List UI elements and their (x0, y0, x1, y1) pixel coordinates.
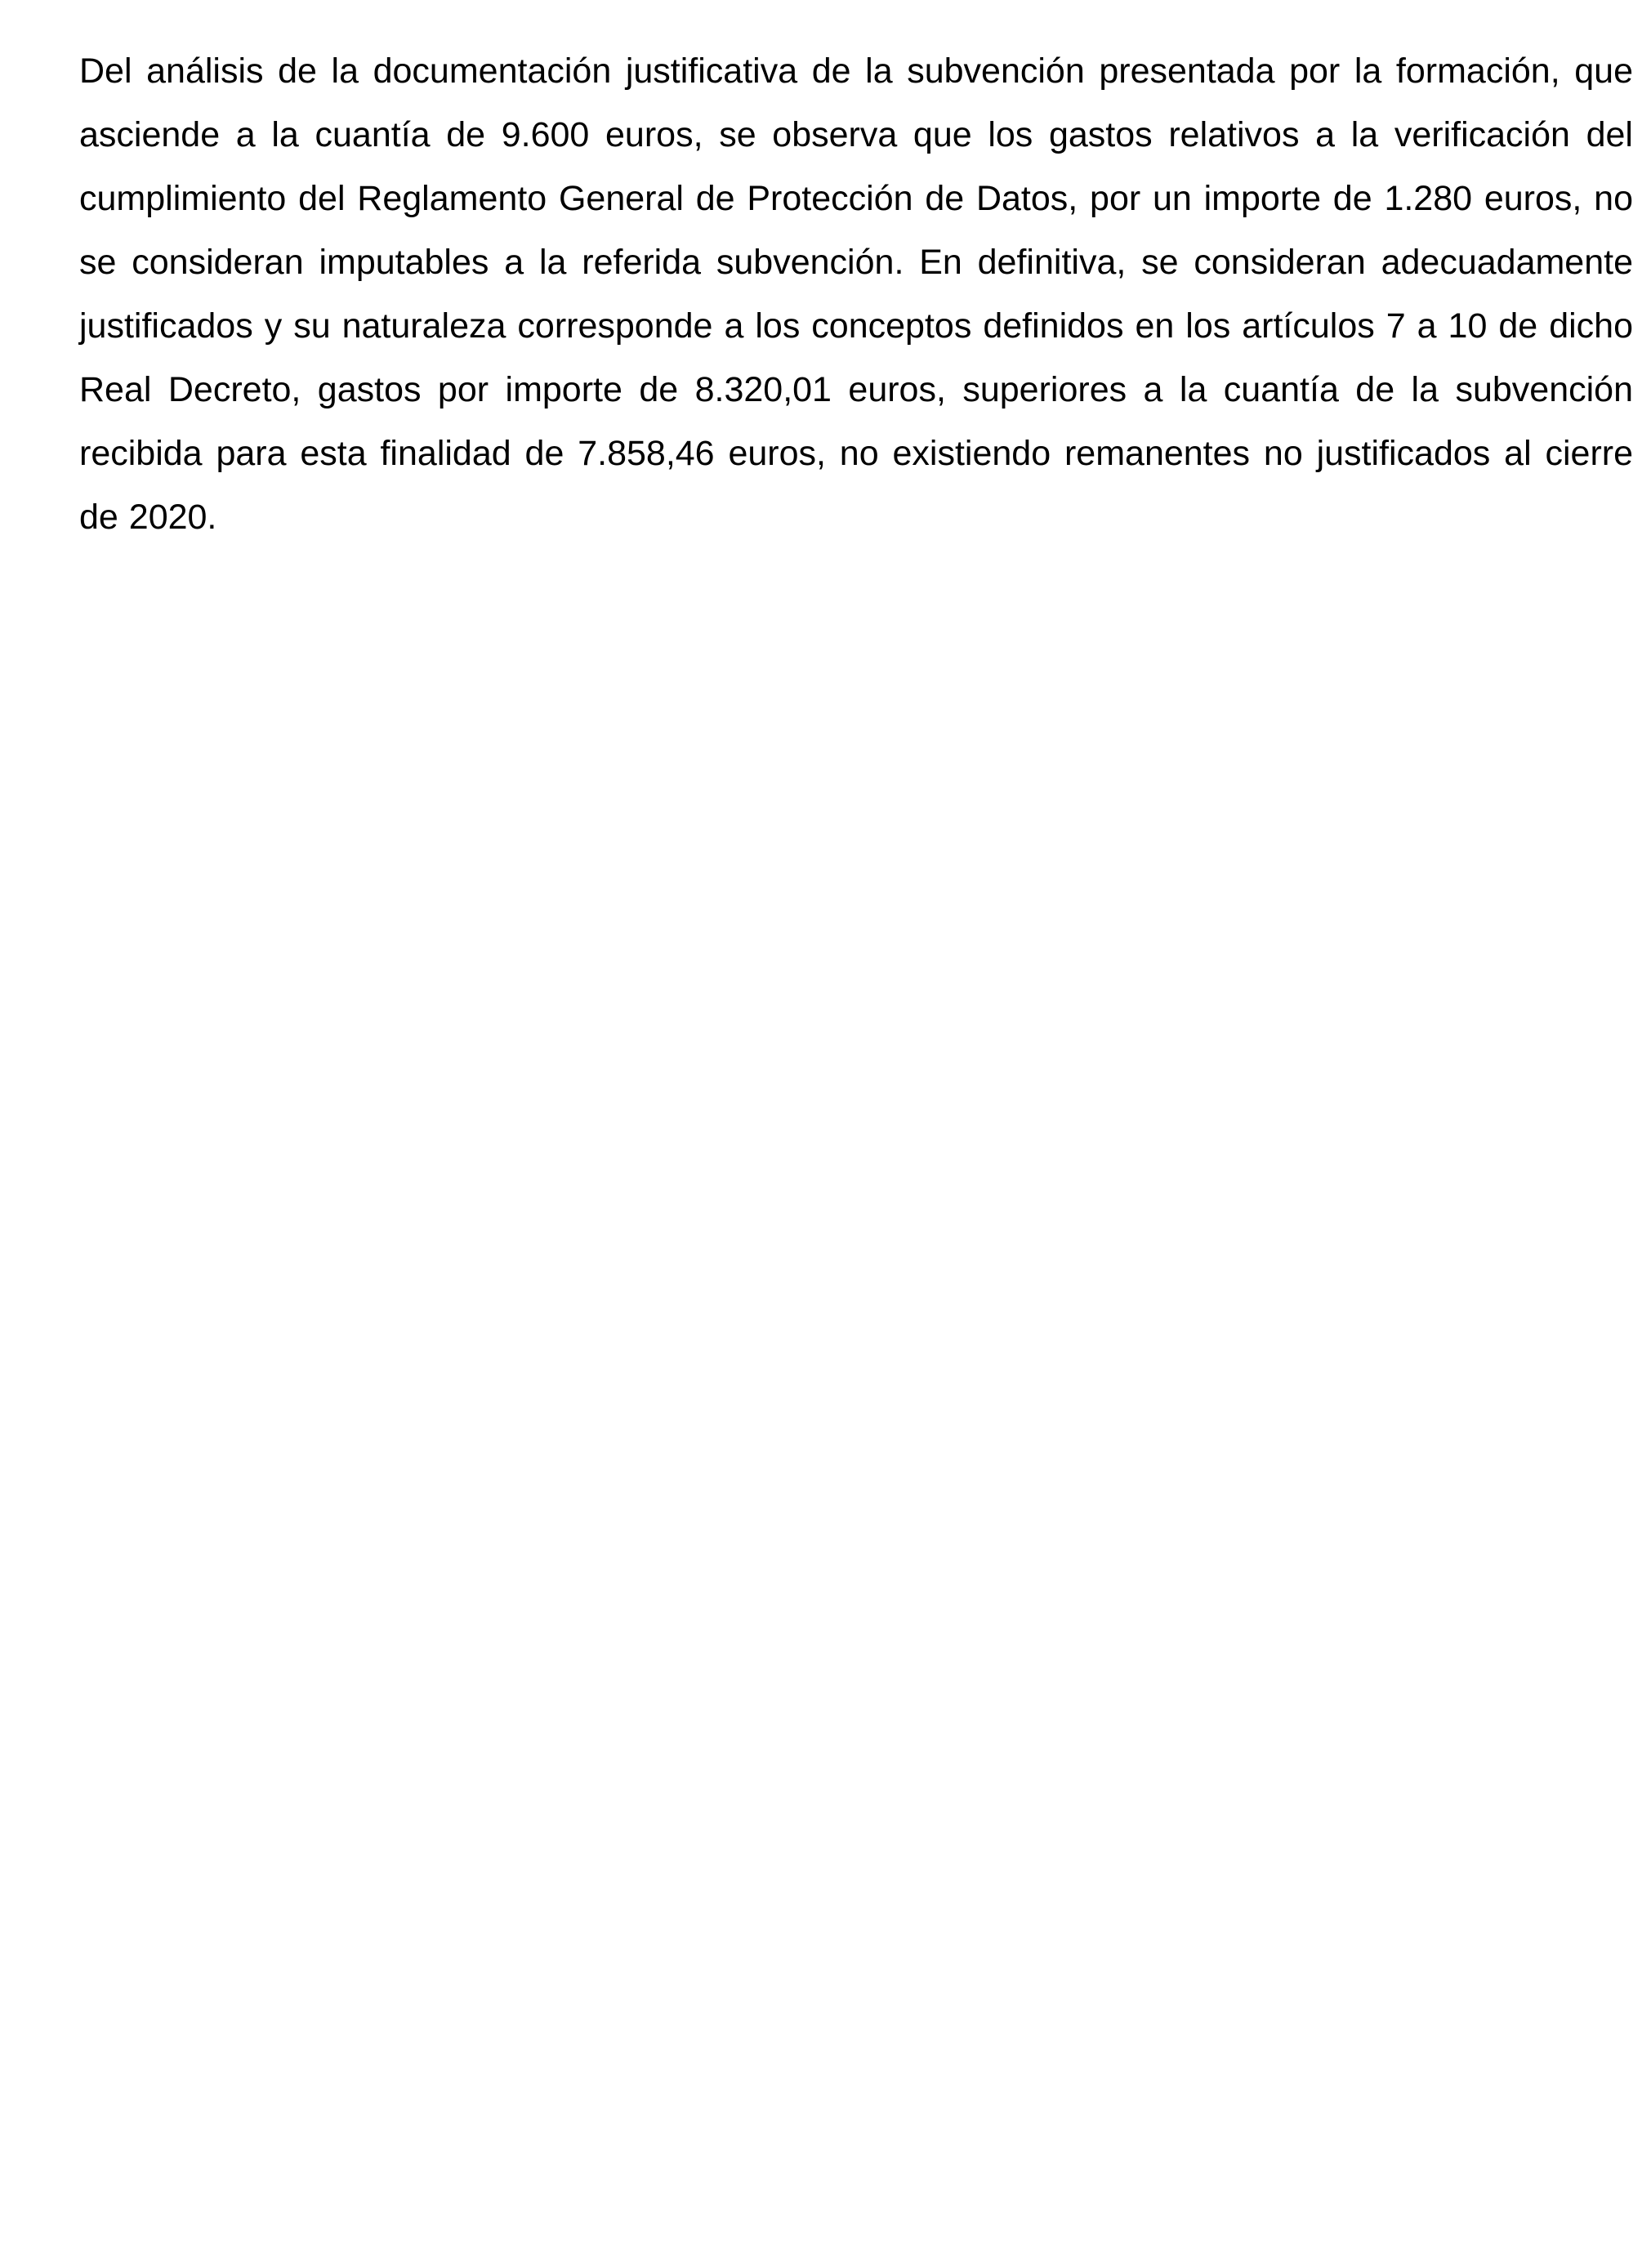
body-paragraph: Del análisis de la documentación justificativa de la subvención presentada por la formación, que asciende a la cuantía de 9.600 euros, se observa que los gastos relativos a la verificación del cumplimiento del Reglamento General de Protección de Datos, por un importe de 1.280 euros, no se consideran imputables a la referida subvención. En definitiva, se consideran adecuadamente justificados y su naturaleza corresponde a los conceptos definidos en los artículos 7 a 10 de dicho Real Decreto, gastos por importe de 8.320,01 euros, superiores a la cuantía de la subvención recibida para esta finalidad de 7.858,46 euros, no existiendo remanentes no justificados al cierre de 2020. (79, 51, 1633, 537)
